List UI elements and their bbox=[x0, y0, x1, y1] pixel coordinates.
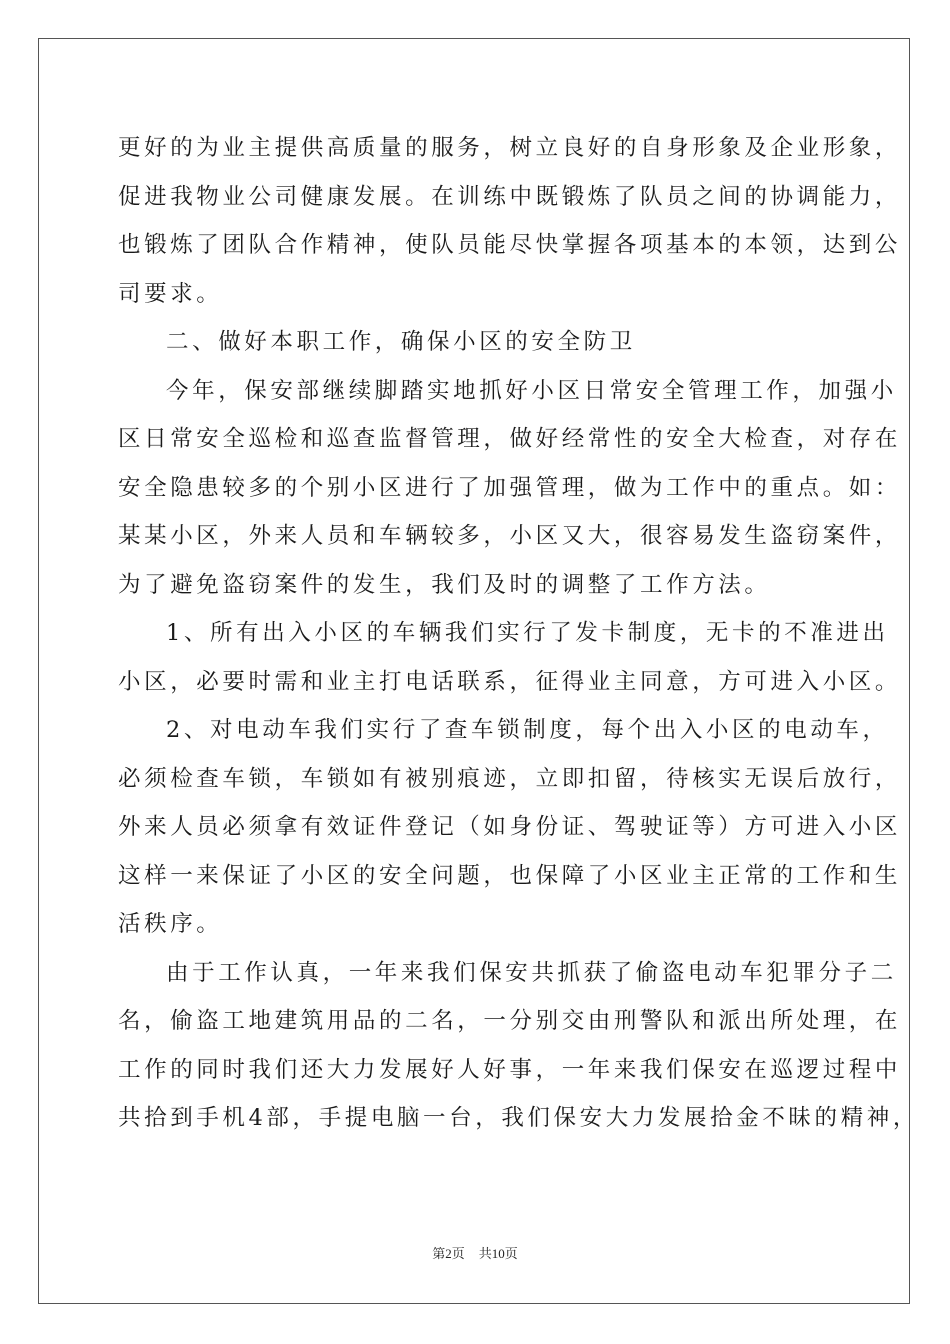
text-line: 二、做好本职工作，确保小区的安全防卫 bbox=[166, 329, 636, 355]
current-page-number: 第2页 bbox=[432, 1246, 465, 1261]
text-line: 共拾到手机4部，手提电脑一台，我们保安大力发展拾金不昧的精神， bbox=[118, 1105, 919, 1131]
text-line: 促进我物业公司健康发展。在训练中既锻炼了队员之间的协调能力， bbox=[118, 183, 902, 210]
page-footer bbox=[0, 1243, 950, 1262]
text-line: 外来人员必须拿有效证件登记（如身份证、驾驶证等）方可进入小区 bbox=[118, 814, 902, 840]
text-line: 必须检查车锁，车锁如有被别痕迹，立即扣留，待核实无误后放行， bbox=[118, 765, 902, 792]
document-body bbox=[118, 124, 919, 1143]
text-line: 今年，保安部继续脚踏实地抓好小区日常安全管理工作，加强小 bbox=[166, 377, 897, 404]
text-line: 区日常安全巡检和巡查监督管理，做好经常性的安全大检查，对存在 bbox=[118, 426, 902, 452]
text-line: 活秩序。 bbox=[118, 911, 223, 937]
text-line: 由于工作认真，一年来我们保安共抓获了偷盗电动车犯罪分子二 bbox=[166, 959, 897, 986]
text-line: 安全隐患较多的个别小区进行了加强管理，做为工作中的重点。如： bbox=[118, 474, 902, 501]
text-line: 也锻炼了团队合作精神，使队员能尽快掌握各项基本的本领，达到公 bbox=[118, 232, 902, 258]
text-line: 1、所有出入小区的车辆我们实行了发卡制度，无卡的不准进出 bbox=[166, 620, 889, 646]
text-line: 为了避免盗窃案件的发生，我们及时的调整了工作方法。 bbox=[118, 571, 771, 598]
text-line: 2、对电动车我们实行了查车锁制度，每个出入小区的电动车， bbox=[166, 717, 889, 743]
total-pages: 共10页 bbox=[478, 1246, 518, 1261]
text-line: 小区，必要时需和业主打电话联系，征得业主同意，方可进入小区。 bbox=[118, 668, 902, 695]
text-line: 工作的同时我们还大力发展好人好事，一年来我们保安在巡逻过程中 bbox=[118, 1056, 902, 1083]
text-line: 名，偷盗工地建筑用品的二名，一分别交由刑警队和派出所处理，在 bbox=[118, 1008, 902, 1034]
text-line: 司要求。 bbox=[118, 280, 223, 307]
text-line: 这样一来保证了小区的安全问题，也保障了小区业主正常的工作和生 bbox=[118, 862, 902, 889]
text-line: 某某小区，外来人员和车辆较多，小区又大，很容易发生盗窃案件， bbox=[118, 523, 902, 549]
text-line: 更好的为业主提供高质量的服务，树立良好的自身形象及企业形象， bbox=[118, 135, 902, 161]
